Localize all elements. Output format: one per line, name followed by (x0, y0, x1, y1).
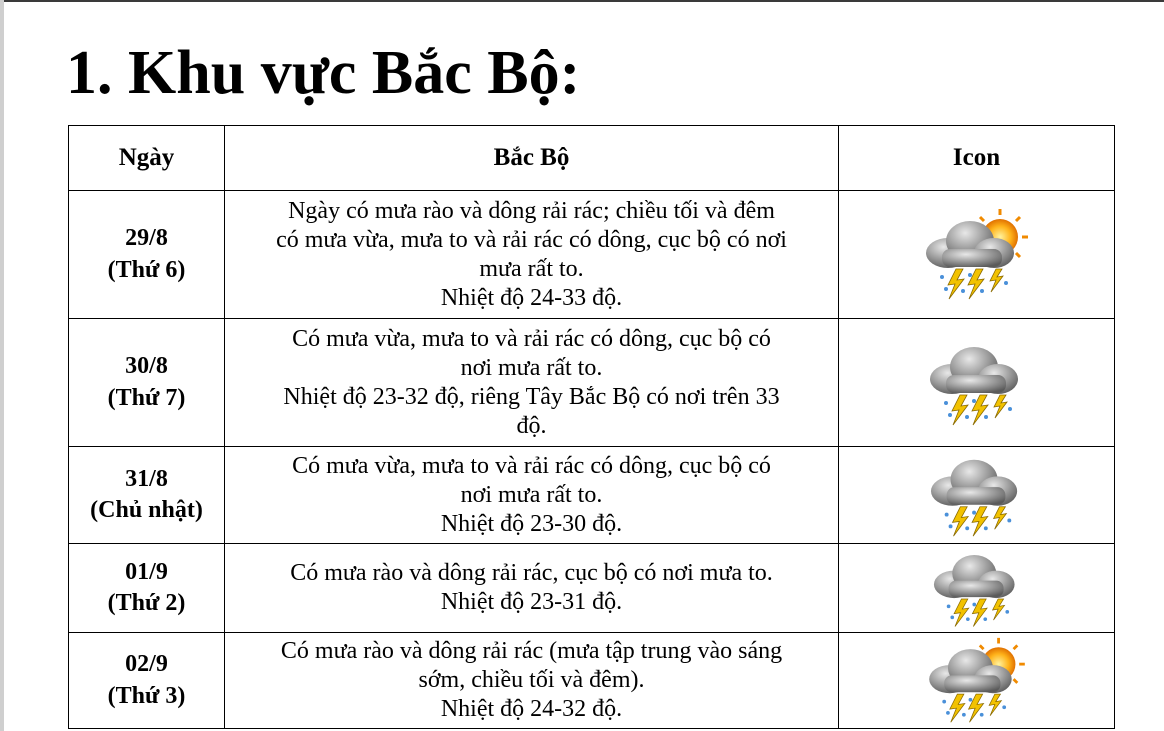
day-date: 02/9 (125, 651, 168, 678)
header-day: Ngày (69, 126, 225, 191)
forecast-line: Có mưa rào và dông rải rác (mưa tập trung vào sáng (280, 638, 783, 664)
thunderstorm-sun-icon (922, 636, 1032, 726)
forecast-line: Nhiệt độ 23-31 độ. (440, 589, 623, 615)
thunderstorm-icon (922, 448, 1032, 542)
forecast-line: nơi mưa rất to. (460, 354, 603, 381)
thunderstorm-icon (922, 335, 1032, 431)
forecast-line: Ngày có mưa rào và dông rải rác; chiều tối và đêm (288, 197, 775, 224)
table-row (69, 319, 1115, 447)
header-region: Bắc Bộ (225, 126, 839, 191)
forecast-description (225, 633, 839, 729)
thunderstorm-sun-icon (922, 207, 1032, 303)
day-date: 01/9 (125, 558, 168, 585)
day-cell (69, 544, 225, 633)
table-row (69, 447, 1115, 544)
icon-cell (839, 319, 1115, 447)
forecast-line: Có mưa vừa, mưa to và rải rác có dông, cục bộ có (292, 452, 771, 479)
table-row (69, 544, 1115, 633)
forecast-line: Có mưa rào và dông rải rác, cục bộ có nơi mưa to. (290, 560, 773, 586)
icon-cell (839, 633, 1115, 729)
day-date: 29/8 (125, 225, 168, 252)
icon-cell (839, 447, 1115, 544)
page-title: 1. Khu vực Bắc Bộ: (66, 39, 581, 107)
day-date: 30/8 (125, 353, 168, 380)
forecast-description (225, 191, 839, 319)
forecast-line: có mưa vừa, mưa to và rải rác có dông, cục bộ có nơi (276, 226, 787, 253)
forecast-line: độ. (516, 412, 547, 439)
forecast-line: nơi mưa rất to. (460, 481, 603, 508)
icon-cell (839, 191, 1115, 319)
header-icon: Icon (839, 126, 1115, 191)
table-header-row (69, 126, 1115, 191)
forecast-description (225, 544, 839, 633)
forecast-line: Có mưa vừa, mưa to và rải rác có dông, cục bộ có (292, 325, 771, 352)
day-cell (69, 447, 225, 544)
forecast-table (68, 125, 1115, 729)
day-weekday: (Thứ 3) (107, 682, 186, 709)
table-row (69, 633, 1115, 729)
day-weekday: (Thứ 2) (107, 590, 186, 616)
forecast-line: Nhiệt độ 23-30 độ. (440, 510, 623, 537)
day-weekday: (Chủ nhật) (90, 497, 203, 523)
forecast-line: Nhiệt độ 23-32 độ, riêng Tây Bắc Bộ có nơi trên 33 (283, 383, 780, 410)
day-weekday: (Thứ 7) (107, 384, 186, 411)
left-border (0, 0, 4, 731)
forecast-line: mưa rất to. (479, 255, 584, 282)
forecast-line: Nhiệt độ 24-32 độ. (440, 696, 623, 722)
forecast-description (225, 319, 839, 447)
top-border (0, 0, 1164, 2)
day-cell (69, 191, 225, 319)
forecast-line: Nhiệt độ 24-33 độ. (440, 284, 623, 311)
day-cell (69, 319, 225, 447)
day-date: 31/8 (125, 465, 168, 492)
forecast-line: sớm, chiều tối và đêm). (418, 667, 645, 693)
day-cell (69, 633, 225, 729)
icon-cell (839, 544, 1115, 633)
table-row (69, 191, 1115, 319)
day-weekday: (Thứ 6) (107, 256, 186, 283)
forecast-description (225, 447, 839, 544)
thunderstorm-icon (922, 544, 1032, 632)
